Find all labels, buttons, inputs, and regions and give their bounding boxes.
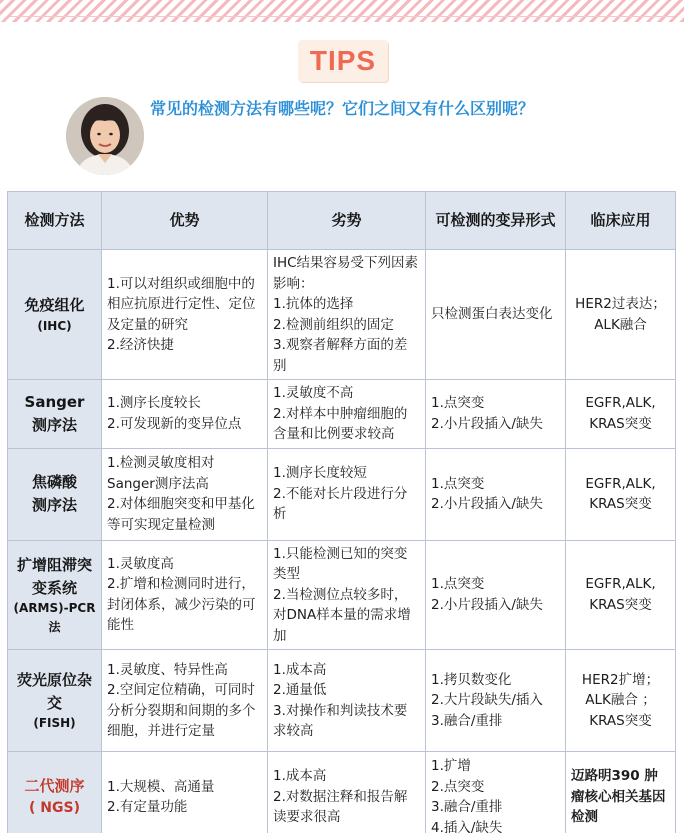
col-header-variants: 可检测的变异形式 xyxy=(426,192,566,250)
method-abbr: (IHC) xyxy=(37,318,72,333)
method-name: 二代测序 xyxy=(24,777,85,796)
table-row xyxy=(8,540,676,650)
method-cell xyxy=(8,448,102,540)
list-item: EGFR,ALK, xyxy=(585,395,656,412)
clinical-cell-highlight xyxy=(566,752,676,833)
clinical-cell xyxy=(566,448,676,540)
method-cell xyxy=(8,380,102,449)
list-item: KRAS突变 xyxy=(589,596,652,613)
list-item: 2.扩增和检测同时进行，封闭体系，减少污染的可能性 xyxy=(107,576,256,634)
list-item: 1.抗体的选择 xyxy=(273,296,354,313)
comparison-table xyxy=(7,191,676,833)
disadvantages-cell xyxy=(268,650,426,752)
advantages-cell xyxy=(102,540,268,650)
variants-cell xyxy=(426,650,566,752)
list-item: 1.大规模、高通量 xyxy=(107,778,215,795)
list-item: 1.测序长度较长 xyxy=(107,395,201,412)
list-item: 1.灵敏度高 xyxy=(107,555,174,572)
decorative-line xyxy=(10,16,674,17)
advantages-cell xyxy=(102,448,268,540)
list-item: 1.检测灵敏度相对Sanger测序法高 xyxy=(107,455,215,492)
col-header-method: 检测方法 xyxy=(8,192,102,250)
list-item: KRAS突变 xyxy=(589,712,652,729)
list-item: HER2过表达； xyxy=(575,296,666,313)
method-name: 荧光原位杂交 xyxy=(16,670,92,712)
list-item: HER2扩增； xyxy=(581,671,660,688)
list-item: KRAS突变 xyxy=(589,496,652,513)
disadvantages-cell xyxy=(268,540,426,650)
method-name: Sanger xyxy=(24,393,85,412)
disadvantages-cell xyxy=(268,380,426,449)
method-abbr: 测序法 xyxy=(31,496,77,515)
list-item: 1.成本高 xyxy=(273,661,327,678)
method-name: 免疫组化 xyxy=(24,296,85,315)
list-item: 2.通量低 xyxy=(273,682,327,699)
list-item: EGFR,ALK, xyxy=(585,475,656,492)
list-item: ALK融合 xyxy=(594,316,647,333)
list-item: EGFR,ALK, xyxy=(585,576,656,593)
list-item: 2.小片段插入/缺失 xyxy=(431,415,543,432)
question-text: 常见的检测方法有哪些呢？它们之间又有什么区别呢？ xyxy=(150,99,535,118)
list-item: 1.点突变 xyxy=(431,576,485,593)
method-cell xyxy=(8,250,102,380)
table-row xyxy=(8,752,676,833)
variants-cell xyxy=(426,380,566,449)
list-item: 1.可以对组织或细胞中的相应抗原进行定性、定位及定量的研究 xyxy=(107,275,256,333)
col-header-disadvantages: 劣势 xyxy=(268,192,426,250)
list-item: 2.空间定位精确，可同时分析分裂期和间期的多个细胞，并进行定量 xyxy=(107,682,256,740)
col-header-clinical: 临床应用 xyxy=(566,192,676,250)
tips-badge xyxy=(298,40,388,82)
clinical-cell xyxy=(566,250,676,380)
list-item: 3.对操作和判读技术要求较高 xyxy=(273,702,408,740)
advantages-cell xyxy=(102,752,268,833)
advantages-cell xyxy=(102,380,268,449)
method-cell xyxy=(8,752,102,833)
list-item: 2.可发现新的变异位点 xyxy=(107,415,242,432)
disadvantages-cell xyxy=(268,448,426,540)
list-item: 2.对数据注释和报告解读要求很高 xyxy=(273,788,408,826)
list-item: 3.观察者解释方面的差别 xyxy=(273,337,408,374)
list-item: 2.检测前组织的固定 xyxy=(273,316,394,333)
list-item: 2.小片段插入/缺失 xyxy=(431,496,543,513)
disadvantages-cell xyxy=(268,752,426,833)
list-item: 3.融合/重排 xyxy=(431,799,503,816)
list-item: 4.插入/缺失 xyxy=(431,819,503,833)
method-name: 焦磷酸 xyxy=(31,473,77,492)
list-item: 1.扩增 xyxy=(431,758,471,775)
variants-cell xyxy=(426,540,566,650)
advantages-cell xyxy=(102,650,268,752)
method-abbr: 测序法 xyxy=(31,415,77,434)
method-abbr: (FISH) xyxy=(33,716,76,731)
table-row xyxy=(8,250,676,380)
table-row xyxy=(8,448,676,540)
list-item: 2.有定量功能 xyxy=(107,799,188,816)
clinical-cell xyxy=(566,540,676,650)
list-item: 1.灵敏度不高 xyxy=(273,385,354,402)
list-item: 1.只能检测已知的突变类型 xyxy=(273,545,408,583)
decorative-border xyxy=(0,0,684,22)
variants-cell xyxy=(426,448,566,540)
avatar-portrait-icon xyxy=(66,97,144,175)
list-item: 1.点突变 xyxy=(431,395,485,412)
list-item: ALK融合 ； xyxy=(585,692,656,709)
table-row xyxy=(8,650,676,752)
table-header-row xyxy=(8,192,676,250)
list-item: 2.不能对长片段进行分析 xyxy=(273,485,408,523)
list-item: IHC结果容易受下列因素影响： xyxy=(273,255,419,292)
variants-cell xyxy=(426,250,566,380)
method-cell xyxy=(8,540,102,650)
method-abbr: ( NGS) xyxy=(29,799,80,816)
list-item: 1.测序长度较短 xyxy=(273,465,367,482)
list-item: 1.拷贝数变化 xyxy=(431,671,512,688)
clinical-cell xyxy=(566,650,676,752)
method-name: 扩增阻滞突变系统 xyxy=(16,555,92,597)
list-item: 1.灵敏度、特异性高 xyxy=(107,661,228,678)
list-item: 3.融合/重排 xyxy=(431,712,503,729)
list-item: 2.对体细胞突变和甲基化等可实现定量检测 xyxy=(107,496,255,533)
list-item: 2.大片段缺失/插入 xyxy=(431,692,543,709)
list-item: 2.小片段插入/缺失 xyxy=(431,596,543,613)
method-abbr: (ARMS)-PCR法 xyxy=(13,601,96,634)
list-item: 迈路明390 肿瘤核心相关基因检测 xyxy=(571,768,666,826)
method-cell xyxy=(8,650,102,752)
clinical-cell xyxy=(566,380,676,449)
col-header-advantages: 优势 xyxy=(102,192,268,250)
list-item: 2.对样本中肿瘤细胞的含量和比例要求较高 xyxy=(273,405,408,443)
list-item: 1.点突变 xyxy=(431,475,485,492)
table-row xyxy=(8,380,676,449)
list-item: 1.成本高 xyxy=(273,768,327,785)
variants-cell xyxy=(426,752,566,833)
avatar xyxy=(66,97,144,175)
list-item: KRAS突变 xyxy=(589,415,652,432)
list-item: 2.点突变 xyxy=(431,778,485,795)
advantages-cell xyxy=(102,250,268,380)
tips-label: TIPS xyxy=(309,45,377,76)
list-item: 2.经济快捷 xyxy=(107,337,174,354)
disadvantages-cell xyxy=(268,250,426,380)
list-item: 只检测蛋白表达变化 xyxy=(431,306,553,323)
list-item: 2.当检测位点较多时，对DNA样本量的需求增加 xyxy=(273,586,411,644)
